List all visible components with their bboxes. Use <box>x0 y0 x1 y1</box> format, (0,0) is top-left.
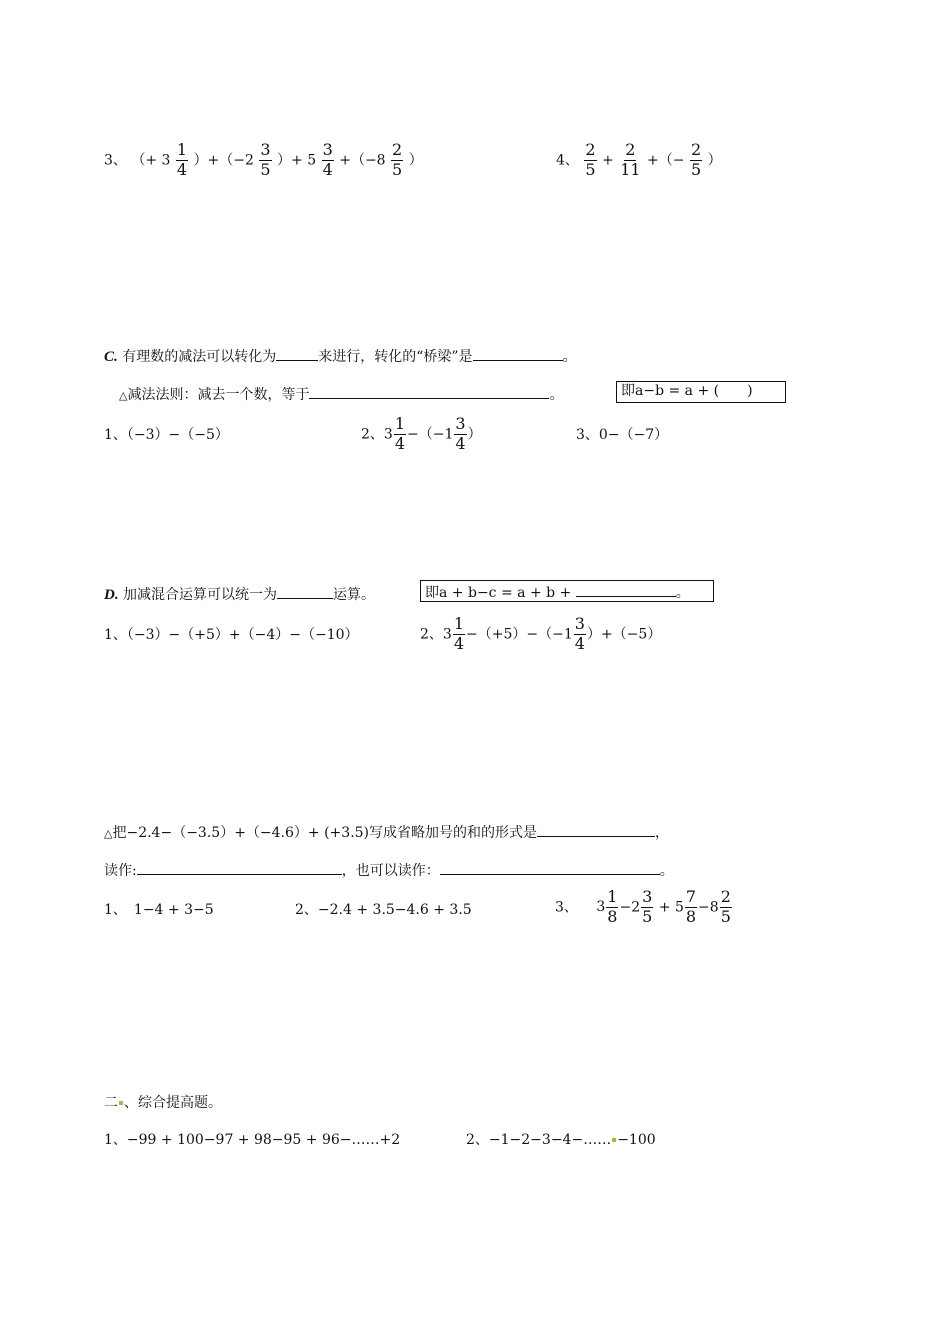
triangle-marker: △ <box>119 389 128 402</box>
marker-dot <box>119 1101 123 1105</box>
subtraction-rule: △减法法则：减去一个数，等于 。 <box>119 387 564 403</box>
fraction: $\frac{1}{4}$ <box>453 614 465 653</box>
fraction: $\frac{2}{5}$ <box>690 140 702 179</box>
problem-d1: 1、（−3）−（+5）+（−4）−（−10） <box>104 627 359 643</box>
problem-b4: 4、 $\frac{2}{5}$ + $\frac{2}{11}$ +（− $\frac{2}{5}$ ） <box>556 140 722 179</box>
omit-plus-question: △把−2.4−（−3.5）+（−4.6）+ (+3.5)写成省略加号的和的形式是 ， <box>104 825 670 841</box>
fraction: $\frac{2}{5}$ <box>392 140 403 179</box>
fill-blank[interactable] <box>276 347 318 361</box>
fill-blank[interactable] <box>309 385 549 399</box>
fill-blank[interactable] <box>277 585 333 599</box>
fraction: $\frac{3}{4}$ <box>455 414 466 453</box>
section-label: D. <box>104 587 119 603</box>
problem-e3: 3、 3 $\frac{1}{8}$ −2 $\frac{3}{5}$ + 5 $\frac{7}{8}$ −8 $\frac{2}{5}$ <box>555 887 731 926</box>
fill-blank[interactable] <box>537 823 655 837</box>
fill-blank[interactable] <box>440 861 660 875</box>
fraction: $\frac{3}{4}$ <box>574 614 585 653</box>
problem-two-2: 2、−1−2−3−4−…… −100 <box>466 1132 656 1148</box>
problem-e1: 1、 1−4 + 3−5 <box>104 902 214 918</box>
problem-b3: 3、 （+ 3 $\frac{1}{4}$ ）+（−2 $\frac{3}{5}$ ）+ 5 $\frac{3}{4}$ +（−8 $\frac{2}{5}$ ） <box>104 140 423 179</box>
fill-blank[interactable] <box>137 861 342 875</box>
fraction: $\frac{2}{5}$ <box>585 140 596 179</box>
problem-d2: 2、3 $\frac{1}{4}$ −（+5）−（−1 $\frac{3}{4}$ ）+（−5） <box>420 614 662 653</box>
fraction: $\frac{7}{8}$ <box>685 887 697 926</box>
problem-c3: 3、0−（−7） <box>576 427 669 443</box>
section-label: C. <box>104 349 118 365</box>
marker-dot <box>612 1138 616 1142</box>
section-c-intro: C. 有理数的减法可以转化为 来进行，转化的“桥梁”是 。 <box>104 349 577 365</box>
fraction: $\frac{3}{5}$ <box>260 140 271 179</box>
fill-blank[interactable] <box>473 347 563 361</box>
section-d-intro: D. 加减混合运算可以统一为 运算。 <box>104 587 376 603</box>
fraction: $\frac{1}{4}$ <box>394 414 406 453</box>
problem-two-1: 1、−99 + 100−97 + 98−95 + 96−……+2 <box>104 1132 401 1148</box>
problem-e2: 2、−2.4 + 3.5−4.6 + 3.5 <box>295 902 472 918</box>
fraction: $\frac{3}{4}$ <box>322 140 333 179</box>
triangle-marker: △ <box>104 827 113 840</box>
formula-box: 即a−b = a + ( ) <box>616 381 786 403</box>
fill-blank[interactable] <box>576 583 676 597</box>
problem-c1: 1、（−3）−（−5） <box>104 427 229 443</box>
fraction: $\frac{1}{8}$ <box>607 887 618 926</box>
problem-index: 3、 <box>104 152 127 169</box>
fraction: $\frac{3}{5}$ <box>642 887 653 926</box>
read-as-line: 读作: ，也可以读作： 。 <box>104 863 674 879</box>
formula-box: 即a + b−c = a + b + 。 <box>420 580 714 602</box>
problem-index: 4、 <box>556 152 579 169</box>
fraction: $\frac{2}{11}$ <box>620 140 641 179</box>
section-two-heading: 二 、综合提高题。 <box>104 1095 222 1111</box>
fraction: $\frac{2}{5}$ <box>720 887 731 926</box>
fraction: $\frac{1}{4}$ <box>176 140 188 179</box>
problem-c2: 2、3 $\frac{1}{4}$ −（−1 $\frac{3}{4}$ ） <box>361 414 482 453</box>
